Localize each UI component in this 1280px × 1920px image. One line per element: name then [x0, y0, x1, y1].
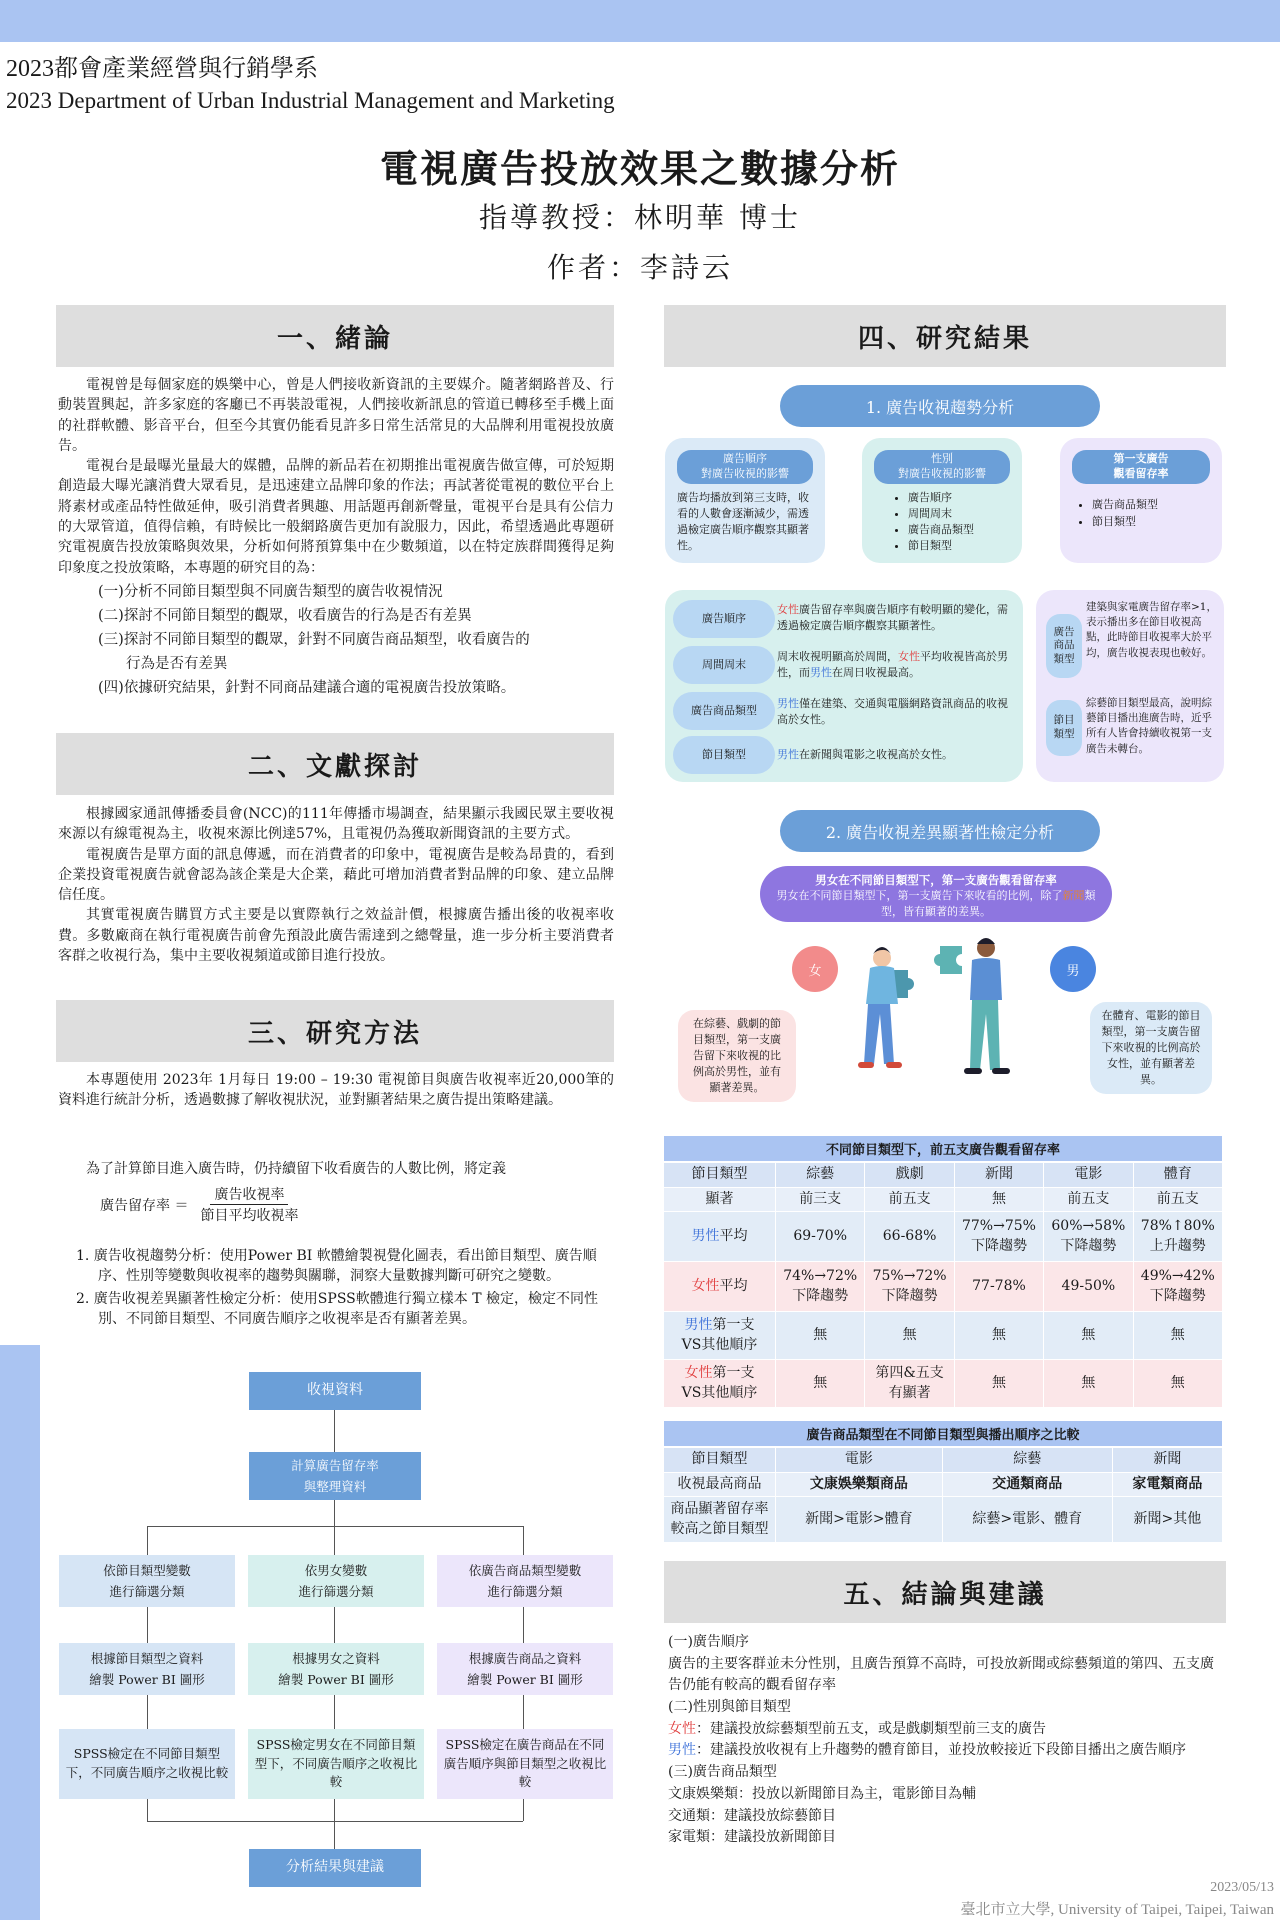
retention-table-title: 不同節目類型下，前五支廣告觀看留存率 [663, 1135, 1223, 1162]
table-header: 電影 [776, 1448, 943, 1473]
table-header: 電影 [1044, 1163, 1133, 1188]
method-step-1: 1. 廣告收視趨勢分析：使用Power BI 軟體繪製視覺化圖表，看出節目類型、廣告順序、性別等變數與收視率的趨勢與關聯，洞察大量數據判斷可研究之變數。 [76, 1248, 597, 1285]
result-label-program-type: 節目 類型 [1046, 700, 1082, 756]
section-1-heading: 一、緒論 [56, 305, 614, 367]
product-table [663, 1420, 1223, 1543]
male-word: 男性 [684, 1317, 713, 1334]
poster-title: 電視廣告投放效果之數據分析 [379, 146, 900, 191]
row-label-text: 第一支 VS其他順序 [681, 1317, 758, 1353]
female-word: 女性 [684, 1365, 713, 1382]
male-word: 男性 [810, 665, 832, 679]
male-badge: 男 [1050, 946, 1096, 992]
conclusion-3-line-3: 家電類：建議投放新聞節目 [668, 1829, 836, 1846]
department-zh: 2023都會產業經營與行銷學系 [6, 56, 318, 82]
conclusion-3-line-1: 文康娛樂類：投放以新聞節目為主，電影節目為輔 [668, 1785, 976, 1802]
card-gender-item: • 廣告商品類型 [908, 522, 1022, 538]
card-gender-title: 性別 對廣告收視的影響 [874, 450, 1010, 484]
flow-powerbi-product: 根據廣告商品之資料 繪製 Power BI 圖形 [437, 1643, 613, 1695]
female-word: 女性 [777, 603, 799, 616]
result-text: 在周日收視最高。 [832, 665, 920, 679]
result-label-product: 廣告商品類型 [673, 692, 775, 730]
flow-node-calc: 計算廣告留存率 與整理資料 [249, 1452, 421, 1500]
department-en: 2023 Department of Urban Industrial Management and Marketing [6, 88, 615, 113]
table-cell: 無 [954, 1360, 1043, 1408]
lit-paragraph-3: 其實電視廣告購買方式主要是以實際執行之效益計價，根據廣告播出後的收視率收費。多數廠商在執行電視廣告前會先預設此廣告需達到之總聲量，進一步分析主要消費者客群之收視行為，集中主要收視頻道或節目進行投放。 [58, 907, 614, 965]
product-table-title: 廣告商品類型在不同節目類型與播出順序之比較 [663, 1420, 1223, 1447]
formula-fraction [196, 1184, 302, 1225]
table-cell: 商品顯著留存率 較高之節目類型 [664, 1497, 776, 1543]
table-cell: 收視最高商品 [664, 1472, 776, 1497]
gender-results-panel [665, 590, 1023, 782]
advisor: 指導教授：林明華 博士 [479, 201, 801, 234]
table-cell: 無 [954, 1187, 1043, 1212]
female-word: 女性 [668, 1720, 696, 1737]
table-cell: 綜藝>電影、體育 [942, 1497, 1112, 1543]
conclusion-2-male [668, 1740, 1224, 1762]
card-gender [862, 438, 1022, 563]
table-cell: 77-78% [954, 1262, 1043, 1312]
method-paragraph: 本專題使用 2023年 1月每日 19:00 – 19:30 電視節目與廣告收視率近20,000筆的資料進行統計分析，透過數據了解收視狀況，並對顯著結果之廣告提出策略建議。 [58, 1072, 614, 1109]
male-word: 男性 [691, 1227, 720, 1244]
formula [58, 1184, 614, 1225]
result-text-program [777, 747, 1017, 763]
flow-filter-gender: 依男女變數 進行篩選分類 [248, 1555, 424, 1607]
flow-connector [147, 1526, 523, 1527]
flow-filter-product: 依廣告商品類型變數 進行篩選分類 [437, 1555, 613, 1607]
objective-2: (二)探討不同節目類型的觀眾，收看廣告的行為是否有差異 [98, 607, 472, 624]
result-label-order: 廣告順序 [673, 600, 775, 638]
formula-numerator: 廣告收視率 [210, 1184, 288, 1205]
flow-connector [147, 1799, 148, 1821]
formula-intro: 為了計算節目進入廣告時，仍持續留下收看廣告的人數比例，將定義 [86, 1161, 506, 1177]
flow-connector [147, 1607, 148, 1643]
university-footer: 臺北市立大學, University of Taipei, Taipei, Taiwan [960, 1902, 1274, 1918]
result-label-product-type: 廣告 商品 類型 [1046, 614, 1082, 678]
flow-node-data: 收視資料 [249, 1372, 421, 1410]
lit-paragraph-1: 根據國家通訊傳播委員會(NCC)的111年傳播市場調查，結果顯示我國民眾主要收視來源以有線電視為主，收視來源比例達57%，且電視仍為獲取新聞資訊的主要方式。 [58, 806, 614, 843]
section-3-heading: 三、研究方法 [56, 1000, 614, 1062]
flow-powerbi-gender: 根據男女之資料 繪製 Power BI 圖形 [248, 1643, 424, 1695]
card-gender-item: • 周間周末 [908, 506, 1022, 522]
card-gender-item: • 節目類型 [908, 538, 1022, 554]
female-finding-box: 在綜藝、戲劇的節目類型，第一支廣告留下來收視的比例高於男性，並有顯著差異。 [678, 1010, 796, 1102]
flow-connector [147, 1695, 148, 1729]
table-header: 節目類型 [664, 1163, 776, 1188]
poster-date: 2023/05/13 [1210, 1880, 1274, 1895]
result-text-order [777, 602, 1017, 634]
flow-connector [334, 1410, 335, 1452]
table-cell: 無 [1133, 1312, 1222, 1360]
avg-word: 平均 [719, 1277, 748, 1294]
table-cell: 新聞>電影>體育 [776, 1497, 943, 1543]
table-cell: 交通類商品 [942, 1472, 1112, 1497]
conclusion-3-line-2: 交通類：建議投放綜藝節目 [668, 1807, 836, 1824]
flow-filter-program: 依節目類型變數 進行篩選分類 [59, 1555, 235, 1607]
card-gender-item: • 廣告順序 [908, 490, 1022, 506]
table-row-label [664, 1262, 776, 1312]
male-finding-box: 在體育、電影的節目類型，第一支廣告留下來收視的比例高於女性，並有顯著差異。 [1090, 1002, 1212, 1094]
method-step-2: 2. 廣告收視差異顯著性檢定分析：使用SPSS軟體進行獨立樣本 T 檢定，檢定不同性別、不同節目類型、不同廣告順序之收視率是否有顯著差異。 [76, 1290, 598, 1327]
result-text-program-type: 綜藝節目類型最高，說明綜藝節目播出進廣告時，近乎所有人皆會持續收視第一支廣告未轉台。 [1086, 697, 1212, 755]
trend-analysis-pill: 1. 廣告收視趨勢分析 [780, 385, 1100, 427]
formula-denominator: 節目平均收視率 [200, 1208, 299, 1224]
row-label-text: 第一支 VS其他順序 [681, 1365, 758, 1401]
flow-connector [334, 1607, 335, 1643]
banner-text [760, 888, 1112, 920]
table-row-label [664, 1312, 776, 1360]
objective-1: (一)分析不同節目類型與不同廣告類型的廣告收視情況 [98, 583, 443, 600]
objective-3-cont: 行為是否有差異 [126, 655, 228, 672]
conclusion-1-body: 廣告的主要客群並未分性別，且廣告預算不高時，可投放新聞或綜藝頻道的第四、五支廣告仍能有較高的觀看留存率 [668, 1655, 1214, 1694]
female-badge: 女 [792, 946, 838, 992]
conclusion-2-female [668, 1719, 1224, 1741]
male-word: 男性 [668, 1742, 696, 1759]
table-cell: 無 [776, 1360, 865, 1408]
result-text: 周末收視明顯高於周間， [777, 650, 898, 663]
banner-text-b: 除了 [1040, 889, 1063, 902]
conclusion-3-title: (三)廣告商品類型 [668, 1764, 777, 1781]
top-banner [0, 0, 1280, 42]
retention-table [663, 1135, 1223, 1408]
card-first-ad-title: 第一支廣告 觀看留存率 [1072, 450, 1210, 484]
table-cell: 75%→72% 下降趨勢 [865, 1262, 954, 1312]
table-cell: 前三支 [776, 1187, 865, 1212]
result-text-weekday [777, 649, 1017, 681]
intro-paragraph-2: 電視台是最曝光量最大的媒體，品牌的新品若在初期推出電視廣告做宣傳，可於短期創造最大曝光讓消費大眾看見，是迅速建立品牌印象的作法；再試著從電視的數位平台上將素材或產品特性做延伸，吸引消費者興趣、用話題再創新聲量，電視平台是具有公信力的大眾管道，值得信賴，有時候比一般網路廣告更加有說服力，因此，希望透過此專題研究電視廣告投放策略與效果，分析如何將預算集中在少數頻道，以在特定族群間獲得足夠印象度之投放策略，本專題的研究目的為： [58, 458, 614, 576]
flow-connector [523, 1526, 524, 1555]
table-cell: 60%→58% 下降趨勢 [1044, 1212, 1133, 1262]
male-word: 男性 [777, 748, 799, 761]
card-ad-order [665, 438, 825, 563]
table-row-label [664, 1360, 776, 1408]
table-cell: 前五支 [1133, 1187, 1222, 1212]
formula-lhs: 廣告留存率 ＝ [100, 1197, 189, 1214]
table-cell: 無 [776, 1312, 865, 1360]
result-text: 僅在建築、交通與電腦網路資訊商品的收視高於女性。 [777, 697, 1008, 726]
result-text: 廣告留存率與廣告順序有較明顯的變化，需透過檢定廣告順序觀察其顯著性。 [777, 603, 1008, 632]
flow-connector [147, 1821, 523, 1822]
card-ad-order-body: 廣告均播放到第三支時，收看的人數會逐漸減少，需透過檢定廣告順序觀察其顯著性。 [677, 490, 809, 552]
intro-paragraph-1: 電視曾是每個家庭的娛樂中心，曾是人們接收新資訊的主要媒介。隨著網路普及、行動裝置興起，許多家庭的客廳已不再裝設電視，人們接收新訊息的管道已轉移至手機上面的社群軟體、影音平台，但至今其實仍能看見許多日常生活常見的大品牌利用電視投放廣告。 [58, 377, 614, 454]
table-cell: 第四&五支 有顯著 [865, 1360, 954, 1408]
table-header: 新聞 [954, 1163, 1043, 1188]
flow-connector [523, 1799, 524, 1821]
table-cell: 家電類商品 [1112, 1472, 1222, 1497]
table-cell: 78%↑80% 上升趨勢 [1133, 1212, 1222, 1262]
flow-spss-gender: SPSS檢定男女在不同節目類型下，不同廣告順序之收視比較 [248, 1729, 424, 1799]
table-cell: 無 [954, 1312, 1043, 1360]
avg-word: 平均 [719, 1227, 748, 1244]
section-5-heading: 五、結論與建議 [664, 1561, 1226, 1623]
result-text: 平均收視皆高於男性，而 [777, 650, 1008, 679]
significance-analysis-pill: 2. 廣告收視差異顯著性檢定分析 [780, 810, 1100, 852]
table-cell: 無 [1133, 1360, 1222, 1408]
table-cell: 49%→42% 下降趨勢 [1133, 1262, 1222, 1312]
objective-4: (四)依據研究結果，針對不同商品建議合適的電視廣告投放策略。 [98, 679, 516, 696]
objective-3: (三)探討不同節目類型的觀眾，針對不同廣告商品類型，收看廣告的 [98, 631, 530, 648]
section-4-heading: 四、研究結果 [664, 305, 1226, 367]
flow-connector [334, 1695, 335, 1729]
result-text-product-type: 建築與家電廣告留存率>1，表示播出多在節目收視高點，此時節目收視率大於平均，廣告收視表現也較好。 [1086, 601, 1217, 659]
banner-text-d: 類型，皆有顯著的差異。 [881, 889, 1096, 918]
conclusion-text: ：建議投放收視有上升趨勢的體育節目，並投放較接近下段節目播出之廣告順序 [696, 1742, 1186, 1759]
table-cell: 無 [865, 1312, 954, 1360]
table-cell: 74%→72% 下降趨勢 [776, 1262, 865, 1312]
first-ad-results-panel [1036, 590, 1224, 782]
female-word: 女性 [898, 650, 920, 663]
table-row-label [664, 1212, 776, 1262]
flow-connector [147, 1526, 148, 1555]
flow-powerbi-program: 根據節目類型之資料 繪製 Power BI 圖形 [59, 1643, 235, 1695]
banner-title: 男女在不同節目類型下，第一支廣告觀看留存率 [815, 873, 1057, 887]
banner-news: 新聞 [1062, 889, 1085, 902]
result-label-program: 節目類型 [673, 736, 775, 774]
table-header: 綜藝 [776, 1163, 865, 1188]
conclusion-text: ：建議投放綜藝類型前五支，或是戲劇類型前三支的廣告 [696, 1720, 1046, 1737]
result-text: 在新聞與電影之收視高於女性。 [799, 748, 953, 761]
section-2-heading: 二、文獻探討 [56, 733, 614, 795]
card-first-ad [1060, 438, 1222, 563]
flow-connector [334, 1526, 335, 1555]
table-header: 體育 [1133, 1163, 1222, 1188]
conclusion-1-title: (一)廣告順序 [668, 1634, 749, 1650]
card-ad-order-title: 廣告順序 對廣告收視的影響 [677, 450, 813, 484]
female-word: 女性 [691, 1277, 720, 1294]
flow-connector [334, 1500, 335, 1526]
table-cell: 新聞>其他 [1112, 1497, 1222, 1543]
card-first-ad-item: • 節目類型 [1092, 513, 1222, 530]
table-cell: 66-68% [865, 1212, 954, 1262]
table-cell: 無 [1044, 1312, 1133, 1360]
flow-node-result: 分析結果與建議 [249, 1849, 421, 1887]
table-cell: 49-50% [1044, 1262, 1133, 1312]
author: 作者：李詩云 [546, 251, 733, 284]
table-header: 戲劇 [865, 1163, 954, 1188]
table-cell: 無 [1044, 1360, 1133, 1408]
male-word: 男性 [777, 697, 799, 710]
flow-spss-program: SPSS檢定在不同節目類型下，不同廣告順序之收視比較 [59, 1729, 235, 1799]
card-first-ad-item: • 廣告商品類型 [1092, 496, 1222, 513]
table-header: 節目類型 [664, 1448, 776, 1473]
flow-spss-product: SPSS檢定在廣告商品在不同廣告順序與節目類型之收視比較 [437, 1729, 613, 1799]
left-accent-bar [0, 1345, 40, 1920]
conclusion-2-title: (二)性別與節目類型 [668, 1699, 791, 1716]
table-header: 綜藝 [942, 1448, 1112, 1473]
table-cell: 文康娛樂類商品 [776, 1472, 943, 1497]
flow-connector [523, 1695, 524, 1729]
flow-connector [334, 1799, 335, 1849]
table-cell: 77%→75% 下降趨勢 [954, 1212, 1043, 1262]
significance-banner [760, 866, 1112, 922]
table-header: 新聞 [1112, 1448, 1222, 1473]
flow-connector [523, 1607, 524, 1643]
table-cell: 前五支 [1044, 1187, 1133, 1212]
table-cell: 顯著 [664, 1187, 776, 1212]
result-label-weekday: 周間周末 [673, 646, 775, 684]
banner-text-a: 男女在不同節目類型下，第一支廣告下來收看的比例， [776, 889, 1041, 902]
lit-paragraph-2: 電視廣告是單方面的訊息傳遞，而在消費者的印象中，電視廣告是較為昂貴的，看到企業投資電視廣告就會認為該企業是大企業，藉此可增加消費者對品牌的印象、建立品牌信任度。 [58, 846, 614, 904]
table-cell: 前五支 [865, 1187, 954, 1212]
table-cell: 69-70% [776, 1212, 865, 1262]
result-text-product [777, 696, 1017, 728]
